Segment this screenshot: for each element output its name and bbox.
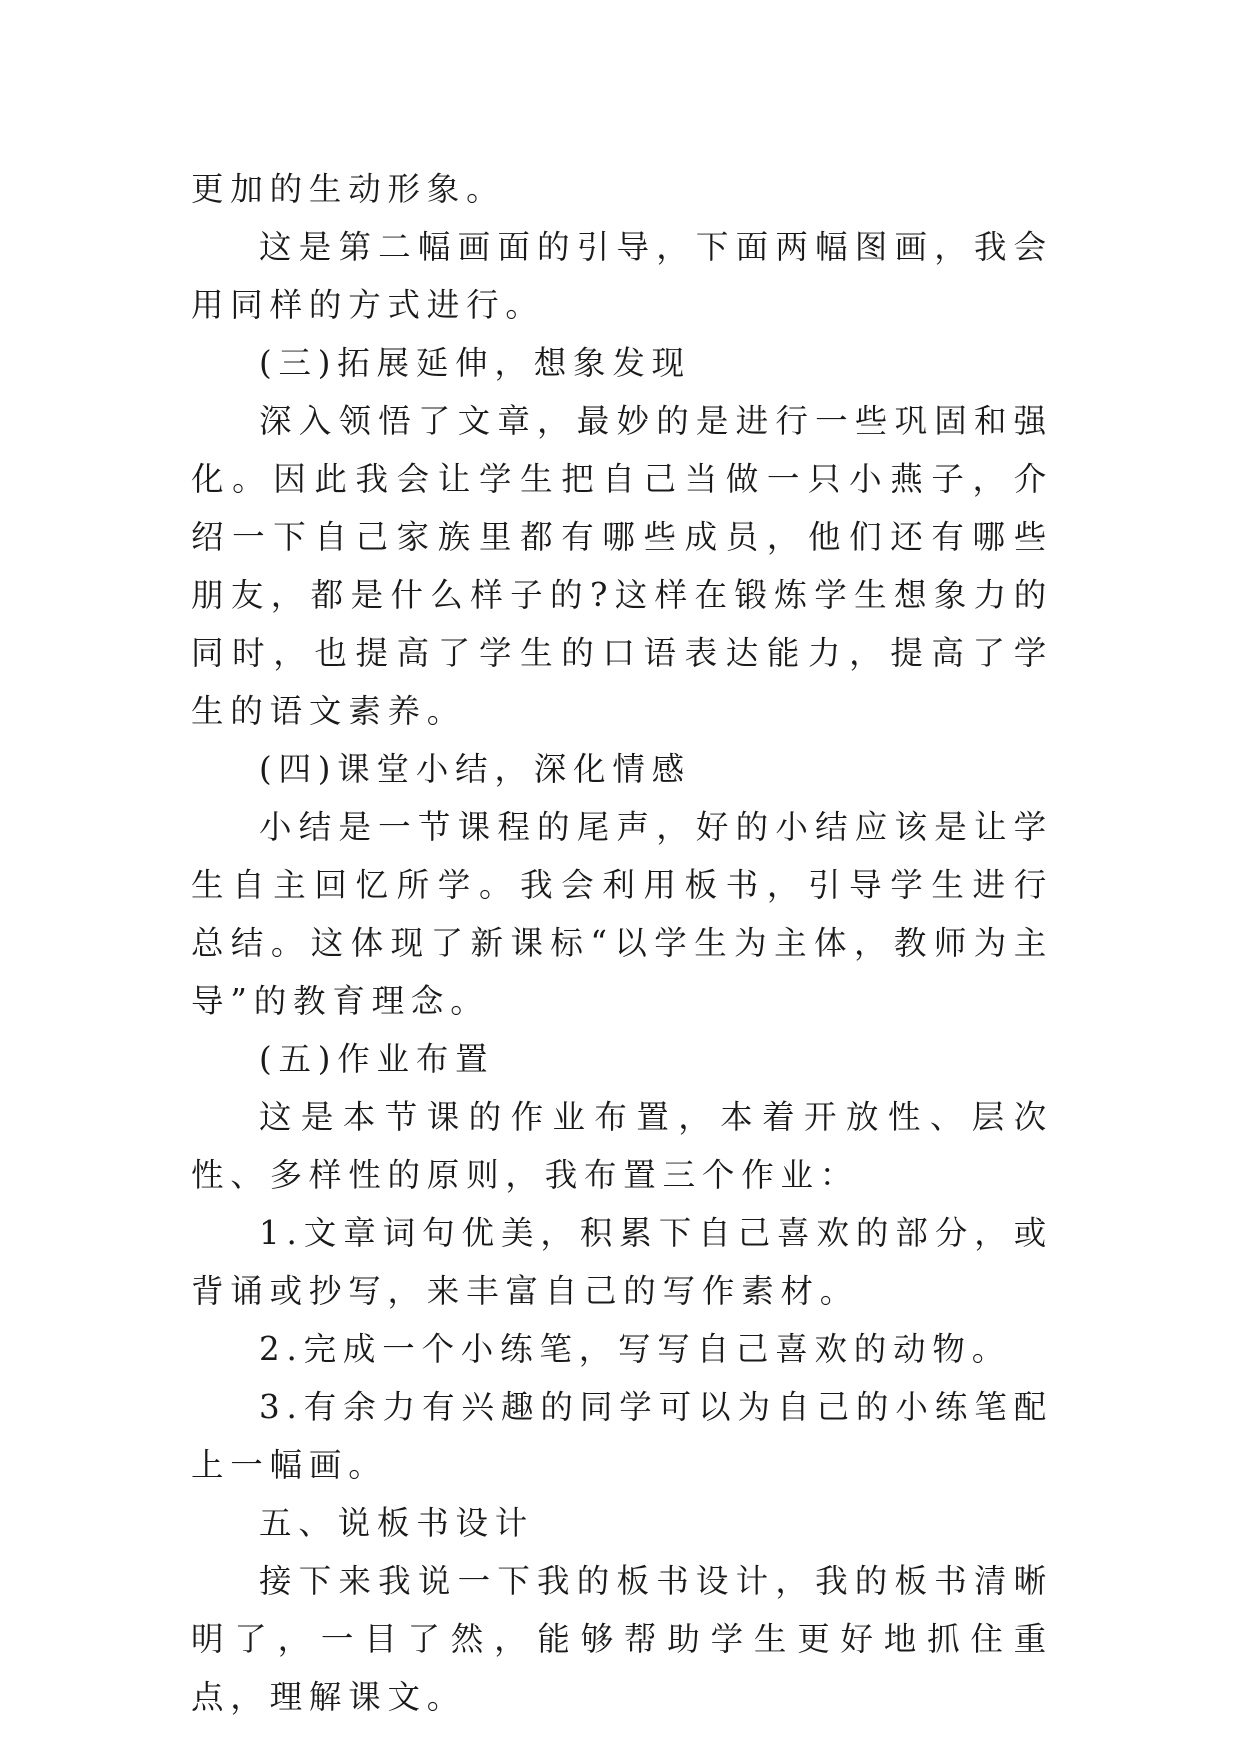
section-heading-board-design: 五、说板书设计 — [259, 1504, 535, 1542]
section-heading-5: (五)作业布置 — [259, 1040, 495, 1078]
paragraph-8: 这是本节课的作业布置，本着开放性、层次性、多样性的原则，我布置三个作业： — [191, 1098, 1053, 1194]
paragraph-6: 小结是一节课程的尾声，好的小结应该是让学生自主回忆所学。我会利用板书，引导学生进行总结。这体现了新课标“以学生为主体，教师为主导”的教育理念。 — [191, 808, 1053, 1020]
paragraph-13: 接下来我说一下我的板书设计，我的板书清晰明了，一目了然，能够帮助学生更好地抓住重点，理解课文。 — [191, 1562, 1053, 1716]
list-item-1: 1.文章词句优美，积累下自己喜欢的部分，或背诵或抄写，来丰富自己的写作素材。 — [191, 1214, 1053, 1310]
paragraph-4: 深入领悟了文章，最妙的是进行一些巩固和强化。因此我会让学生把自己当做一只小燕子，介绍一下自己家族里都有哪些成员，他们还有哪些朋友，都是什么样子的?这样在锻炼学生想象力的同时，也提高了学生的口语表达能力，提高了学生的语文素养。 — [191, 402, 1053, 730]
section-heading-3: (三)拓展延伸，想象发现 — [259, 344, 691, 382]
list-item-3: 3.有余力有兴趣的同学可以为自己的小练笔配上一幅画。 — [191, 1388, 1053, 1484]
paragraph-2: 这是第二幅画面的引导，下面两幅图画，我会用同样的方式进行。 — [191, 228, 1053, 324]
paragraph-1: 更加的生动形象。 — [191, 170, 506, 208]
list-item-2: 2.完成一个小练笔，写写自己喜欢的动物。 — [259, 1330, 1012, 1368]
document-body — [191, 160, 1053, 1726]
section-heading-4: (四)课堂小结，深化情感 — [259, 750, 691, 788]
